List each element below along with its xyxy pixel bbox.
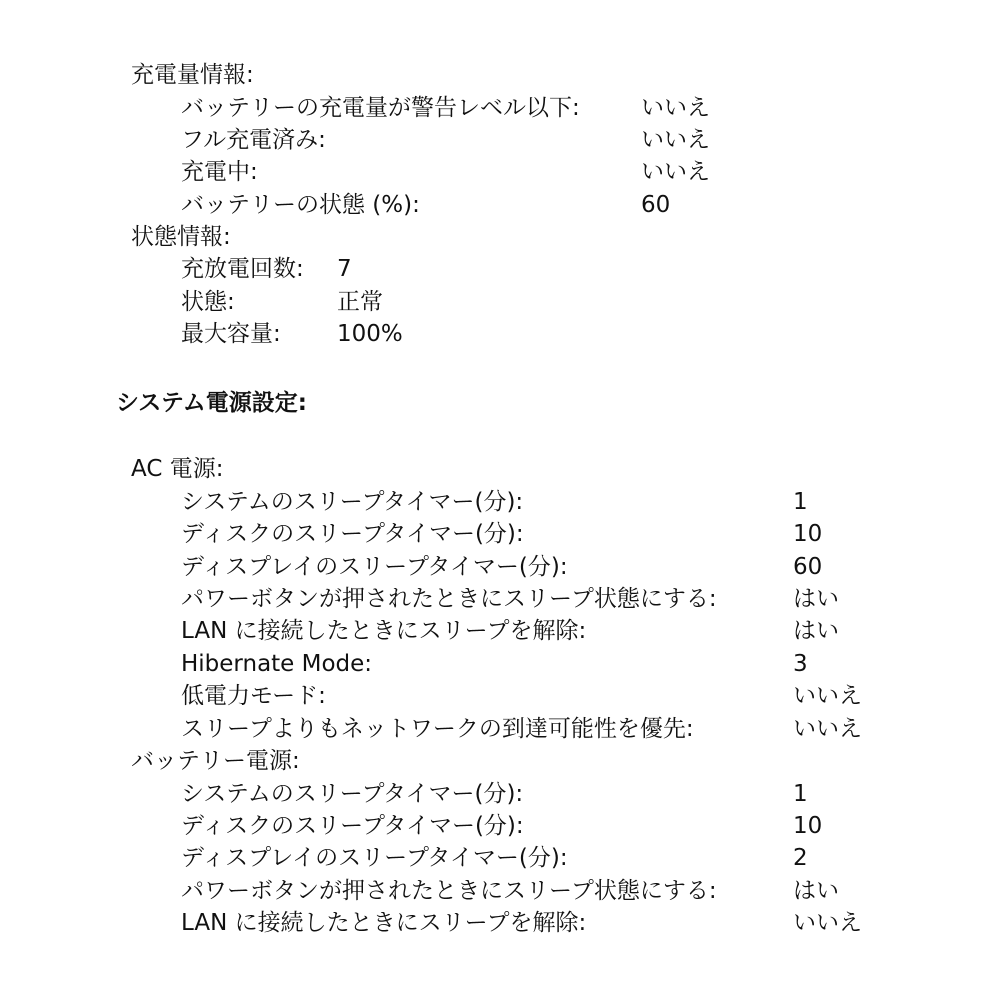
- battery-value-power-button-sleep: はい: [793, 878, 839, 904]
- health-info-value-cycle-count: 7: [337, 256, 352, 282]
- health-info-value-max-capacity: 100%: [337, 321, 403, 347]
- battery-label-display-sleep: ディスプレイのスリープタイマー(分):: [181, 845, 568, 871]
- ac-label-display-sleep: ディスプレイのスリープタイマー(分):: [181, 554, 568, 580]
- ac-power-heading: AC 電源:: [131, 456, 224, 482]
- charge-info-label-fully-charged: フル充電済み:: [181, 127, 326, 153]
- ac-value-power-button-sleep: はい: [793, 586, 839, 612]
- battery-label-power-button-sleep: パワーボタンが押されたときにスリープ状態にする:: [181, 878, 717, 904]
- battery-label-system-sleep: システムのスリープタイマー(分):: [181, 781, 524, 807]
- charge-info-value-battery-state: 60: [641, 192, 671, 218]
- health-info-label-max-capacity: 最大容量:: [181, 321, 281, 347]
- ac-label-wake-on-lan: LAN に接続したときにスリープを解除:: [181, 618, 587, 644]
- ac-label-power-button-sleep: パワーボタンが押されたときにスリープ状態にする:: [181, 586, 717, 612]
- battery-label-disk-sleep: ディスクのスリープタイマー(分):: [181, 813, 524, 839]
- health-info-label-condition: 状態:: [181, 289, 235, 315]
- ac-value-display-sleep: 60: [793, 554, 823, 580]
- charge-info-label-low-battery: バッテリーの充電量が警告レベル以下:: [181, 95, 580, 121]
- charge-info-heading: 充電量情報:: [131, 62, 254, 88]
- system-power-heading: システム電源設定:: [116, 390, 307, 416]
- charge-info-value-charging: いいえ: [641, 159, 710, 185]
- battery-power-heading: バッテリー電源:: [131, 748, 300, 774]
- ac-value-low-power-mode: いいえ: [793, 683, 862, 709]
- ac-value-disk-sleep: 10: [793, 521, 823, 547]
- charge-info-value-fully-charged: いいえ: [641, 127, 710, 153]
- battery-value-wake-on-lan: いいえ: [793, 910, 862, 936]
- battery-value-disk-sleep: 10: [793, 813, 823, 839]
- battery-value-display-sleep: 2: [793, 845, 808, 871]
- health-info-heading: 状態情報:: [131, 224, 231, 250]
- ac-value-network-priority: いいえ: [793, 716, 862, 742]
- charge-info-label-charging: 充電中:: [181, 159, 258, 185]
- ac-label-network-priority: スリープよりもネットワークの到達可能性を優先:: [181, 716, 694, 742]
- ac-label-disk-sleep: ディスクのスリープタイマー(分):: [181, 521, 524, 547]
- ac-value-wake-on-lan: はい: [793, 618, 839, 644]
- ac-label-hibernate-mode: Hibernate Mode:: [181, 651, 373, 677]
- battery-value-system-sleep: 1: [793, 781, 808, 807]
- ac-label-low-power-mode: 低電力モード:: [181, 683, 326, 709]
- ac-value-system-sleep: 1: [793, 489, 808, 515]
- charge-info-label-battery-state: バッテリーの状態 (%):: [181, 192, 420, 218]
- ac-label-system-sleep: システムのスリープタイマー(分):: [181, 489, 524, 515]
- health-info-label-cycle-count: 充放電回数:: [181, 256, 304, 282]
- health-info-value-condition: 正常: [337, 289, 383, 315]
- battery-label-wake-on-lan: LAN に接続したときにスリープを解除:: [181, 910, 587, 936]
- charge-info-value-low-battery: いいえ: [641, 95, 710, 121]
- ac-value-hibernate-mode: 3: [793, 651, 808, 677]
